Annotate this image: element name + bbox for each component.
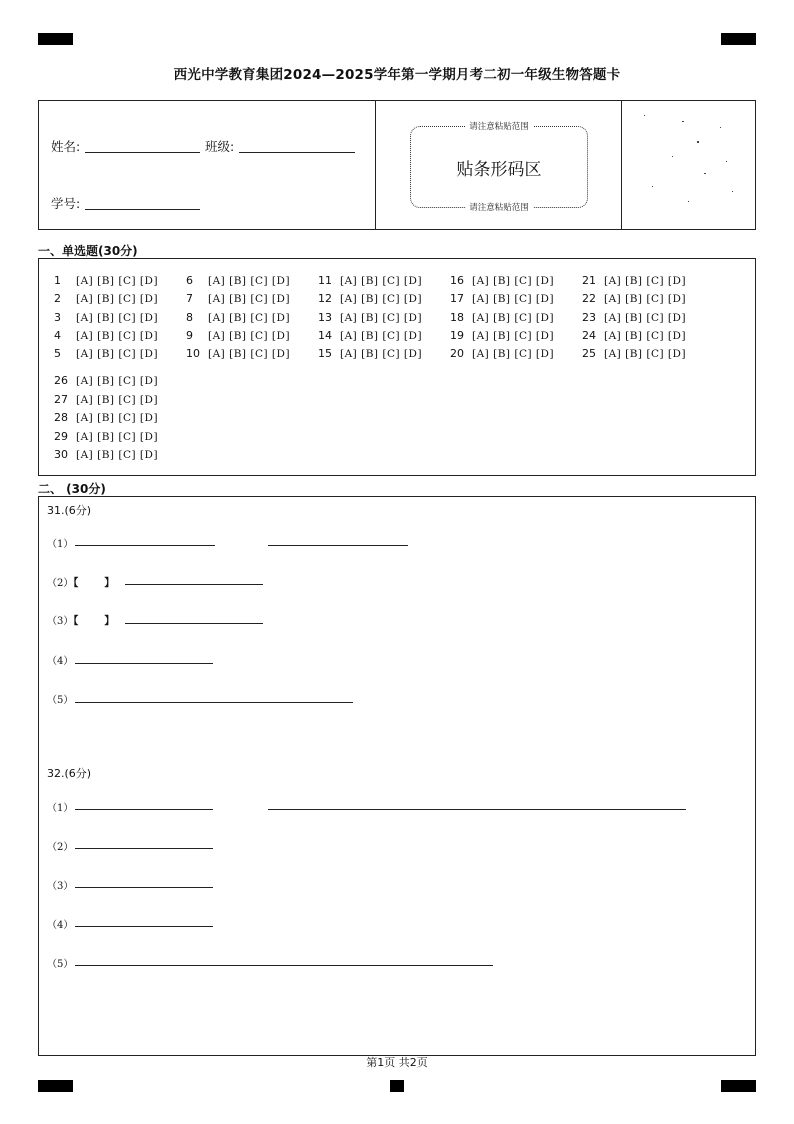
student-id-label: 学号:	[51, 196, 81, 211]
mc-answer-options[interactable]: [A] [B] [C] [D]	[76, 293, 159, 306]
mc-answer-options[interactable]: [A] [B] [C] [D]	[604, 329, 687, 342]
mc-answer-options[interactable]: [A] [B] [C] [D]	[76, 393, 159, 406]
q31-part1-label: （1）	[47, 539, 74, 550]
mc-question-7[interactable]	[186, 292, 290, 305]
mc-answer-options[interactable]: [A] [B] [C] [D]	[472, 348, 555, 361]
mc-answer-options[interactable]: [A] [B] [C] [D]	[604, 293, 687, 306]
mc-question-14[interactable]	[318, 329, 422, 342]
mc-question-number: 26	[54, 374, 68, 387]
student-info-fields	[39, 101, 376, 229]
mc-answer-options[interactable]: [A] [B] [C] [D]	[472, 293, 555, 306]
mc-question-12[interactable]	[318, 292, 422, 305]
mc-answer-options[interactable]: [A] [B] [C] [D]	[208, 293, 291, 306]
mc-answer-options[interactable]: [A] [B] [C] [D]	[604, 275, 687, 287]
q31-part5-answer[interactable]	[75, 702, 353, 703]
mc-question-number: 11	[318, 274, 332, 287]
mc-question-1[interactable]	[54, 274, 158, 287]
mc-answer-options[interactable]: [A] [B] [C] [D]	[76, 375, 159, 387]
mc-question-number: 16	[450, 274, 464, 287]
mc-question-20[interactable]	[450, 347, 554, 360]
mc-question-number: 15	[318, 347, 332, 361]
mc-answer-options[interactable]: [A] [B] [C] [D]	[76, 275, 159, 287]
mc-question-number: 21	[582, 274, 596, 287]
mc-question-number: 12	[318, 292, 332, 306]
mc-question-18[interactable]	[450, 311, 554, 324]
mc-question-number: 25	[582, 347, 596, 361]
mc-answer-options[interactable]: [A] [B] [C] [D]	[76, 412, 159, 424]
q32-part3-answer[interactable]	[75, 887, 213, 888]
mc-question-number: 23	[582, 310, 596, 324]
class-field[interactable]	[239, 152, 355, 153]
mc-answer-options[interactable]: [A] [B] [C] [D]	[472, 311, 555, 324]
mc-question-number: 3	[54, 310, 61, 324]
scan-speckle-area	[622, 101, 755, 229]
student-id-field[interactable]	[85, 209, 200, 210]
mc-question-number: 29	[54, 429, 68, 443]
mc-question-number: 27	[54, 392, 68, 406]
mc-answer-options[interactable]: [A] [B] [C] [D]	[76, 311, 159, 324]
q31-part3-bracket-close: 】	[104, 616, 115, 627]
mc-question-number: 7	[186, 292, 193, 306]
q31-part4-answer[interactable]	[75, 663, 213, 664]
mc-question-number: 10	[186, 347, 200, 361]
mc-question-number: 17	[450, 292, 464, 306]
multiple-choice-grid	[38, 258, 756, 476]
mc-answer-options[interactable]: [A] [B] [C] [D]	[340, 348, 423, 361]
mc-question-16[interactable]	[450, 274, 554, 287]
mc-answer-options[interactable]: [A] [B] [C] [D]	[208, 275, 291, 287]
mc-question-11[interactable]	[318, 274, 422, 287]
student-info-box	[38, 100, 756, 230]
barcode-label: 贴条形码区	[456, 160, 542, 180]
mc-answer-options[interactable]: [A] [B] [C] [D]	[76, 449, 159, 461]
q32-part1-label: （1）	[47, 803, 74, 814]
q32-part1-answer-a[interactable]	[75, 809, 213, 810]
mc-question-number: 4	[54, 328, 61, 342]
corner-mark-top-right	[721, 33, 756, 45]
mc-question-number: 22	[582, 292, 596, 306]
mc-question-30[interactable]	[54, 448, 158, 461]
q32-part1-answer-b[interactable]	[268, 809, 686, 810]
q32-part5-answer[interactable]	[75, 965, 493, 966]
mc-question-27[interactable]	[54, 393, 158, 406]
corner-mark-bottom-left	[38, 1080, 73, 1092]
q31-part2-label: （2）【 】	[47, 578, 115, 589]
page-footer: 第1页 共2页	[366, 1056, 428, 1069]
mc-question-number: 24	[582, 328, 596, 342]
mc-question-3[interactable]	[54, 311, 158, 324]
mc-question-4[interactable]	[54, 329, 158, 342]
mc-question-28[interactable]	[54, 411, 158, 424]
q31-part2-bracket-open: 【	[73, 578, 79, 589]
mc-question-number: 9	[186, 328, 193, 342]
mc-question-2[interactable]	[54, 292, 158, 305]
mc-question-25[interactable]	[582, 347, 686, 360]
corner-mark-top-left	[38, 33, 73, 45]
mc-question-21[interactable]	[582, 274, 686, 287]
mc-question-9[interactable]	[186, 329, 290, 342]
mc-answer-options[interactable]: [A] [B] [C] [D]	[208, 329, 291, 342]
barcode-area	[375, 101, 622, 229]
mc-question-8[interactable]	[186, 311, 290, 324]
q31-part2-answer[interactable]	[125, 584, 263, 585]
name-label: 姓名:	[51, 139, 81, 154]
mc-question-number: 28	[54, 411, 68, 424]
class-label: 班级:	[205, 139, 235, 154]
mc-answer-options[interactable]: [A] [B] [C] [D]	[604, 311, 687, 324]
q31-part1-answer-b[interactable]	[268, 545, 408, 546]
barcode-frame[interactable]	[410, 122, 588, 213]
mc-answer-options[interactable]: [A] [B] [C] [D]	[340, 275, 423, 287]
barcode-note-top: 请注意粘贴范围	[465, 120, 533, 132]
mc-question-24[interactable]	[582, 329, 686, 342]
mc-question-10[interactable]	[186, 347, 290, 360]
mc-answer-options[interactable]: [A] [B] [C] [D]	[472, 329, 555, 342]
mc-question-number: 6	[186, 274, 193, 287]
mc-question-number: 13	[318, 310, 332, 324]
mc-answer-options[interactable]: [A] [B] [C] [D]	[340, 329, 423, 342]
section1-title: 一、单选题(30分)	[38, 244, 138, 258]
q31-part3-bracket-open: 【	[73, 616, 79, 627]
q32-part2-label: （2）	[47, 842, 74, 853]
q32-part3-label: （3）	[47, 881, 74, 892]
mc-answer-options[interactable]: [A] [B] [C] [D]	[472, 275, 555, 287]
mc-question-15[interactable]	[318, 347, 422, 360]
mc-question-number: 1	[54, 274, 61, 287]
q32-part4-label: （4）	[47, 920, 74, 931]
mc-question-number: 2	[54, 292, 61, 306]
q31-part1-answer-a[interactable]	[75, 545, 215, 546]
short-answer-box	[38, 496, 756, 1056]
mc-question-number: 20	[450, 347, 464, 361]
name-field[interactable]	[85, 152, 200, 153]
question-31-heading: 31.(6分)	[47, 504, 92, 517]
q32-part5-label: （5）	[47, 959, 74, 970]
mc-question-22[interactable]	[582, 292, 686, 305]
mc-answer-options[interactable]: [A] [B] [C] [D]	[340, 293, 423, 306]
mc-question-5[interactable]	[54, 347, 158, 360]
barcode-note-bottom: 请注意粘贴范围	[465, 201, 533, 213]
mc-answer-options[interactable]: [A] [B] [C] [D]	[340, 311, 423, 324]
mc-question-17[interactable]	[450, 292, 554, 305]
mc-question-19[interactable]	[450, 329, 554, 342]
mc-question-number: 30	[54, 448, 68, 461]
corner-mark-bottom-right	[721, 1080, 756, 1092]
q31-part4-label: （4）	[47, 656, 74, 667]
mc-answer-options[interactable]: [A] [B] [C] [D]	[604, 348, 687, 361]
corner-mark-bottom-center	[390, 1080, 404, 1092]
mc-question-13[interactable]	[318, 311, 422, 324]
question-32-heading: 32.(6分)	[47, 767, 92, 780]
mc-question-6[interactable]	[186, 274, 290, 287]
q31-part3-label: （3）【 】	[47, 616, 115, 627]
q31-part5-label: （5）	[47, 695, 74, 706]
q31-part2-bracket-close: 】	[104, 578, 115, 589]
page-title: 西光中学教育集团2024—2025学年第一学期月考二初一年级生物答题卡	[173, 67, 621, 83]
mc-answer-options[interactable]: [A] [B] [C] [D]	[208, 348, 291, 361]
mc-question-29[interactable]	[54, 430, 158, 443]
mc-question-26[interactable]	[54, 374, 158, 387]
mc-answer-options[interactable]: [A] [B] [C] [D]	[208, 311, 291, 324]
mc-question-number: 19	[450, 328, 464, 342]
mc-answer-options[interactable]: [A] [B] [C] [D]	[76, 329, 159, 342]
mc-question-number: 8	[186, 310, 193, 324]
section2-title: 二、 (30分)	[38, 482, 106, 496]
mc-question-23[interactable]	[582, 311, 686, 324]
mc-answer-options[interactable]: [A] [B] [C] [D]	[76, 430, 159, 443]
mc-question-number: 14	[318, 328, 332, 342]
mc-question-number: 18	[450, 310, 464, 324]
mc-question-number: 5	[54, 347, 61, 361]
mc-answer-options[interactable]: [A] [B] [C] [D]	[76, 348, 159, 361]
q31-part3-answer[interactable]	[125, 623, 263, 624]
q32-part4-answer[interactable]	[75, 926, 213, 927]
q32-part2-answer[interactable]	[75, 848, 213, 849]
